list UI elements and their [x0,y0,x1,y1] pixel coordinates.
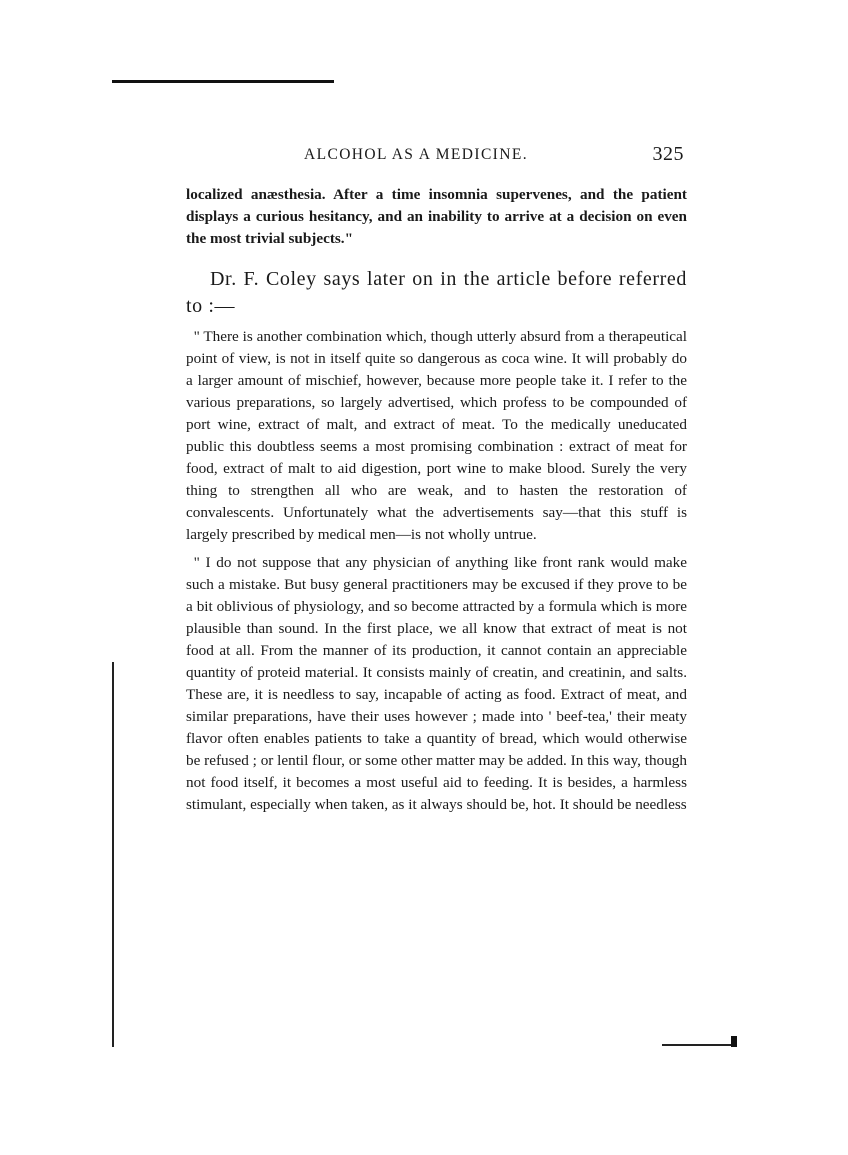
left-margin-rule [112,662,114,1047]
quote-paragraph-2: " I do not suppose that any physician of anything like front rank would make such a mistake. But busy general practitioners may be excused if they prove to be a bit oblivious of physiology, and so become attracted by a formula which is more plausible than sound. In the first place, we all know that extract of meat is not food at all. From the manner of its production, it cannot contain an appreciable quantity of proteid material. It consists mainly of creatin, and creatinin, and salts. These are, it is needless to say, incapable of acting as food. Extract of meat, and similar preparations, have their uses however ; made into ' beef-tea,' their meaty flavor often enables patients to take a quantity of bread, which would otherwise be refused ; or lentil flour, or some other matter may be added. In this way, though not food itself, it becomes a most useful aid to feeding. It is besides, a harmless stimulant, especially when taken, as it always should be, hot. It should be needless [186,554,687,813]
bottom-mark [662,1044,734,1046]
running-head [186,143,686,170]
bottom-mark-end [731,1036,737,1047]
page-body [186,184,687,816]
page-number: 325 [652,143,684,165]
running-title: ALCOHOL AS A MEDICINE. [304,146,528,163]
continuation-paragraph: localized anæsthesia. After a time insomnia supervenes, and the patient displays a curious hesitancy, and an inability to arrive at a decision on even the most trivial subjects." [186,186,687,247]
quote-paragraph-1: " There is another combination which, though utterly absurd from a therapeutical point of view, is not in itself quite so dangerous as coca wine. It will probably do a larger amount of mischief, however, because more people take it. I refer to the various preparations, so largely advertised, which profess to be compounded of port wine, extract of malt, and extract of meat. To the medically uneducated public this doubtless seems a most promising combination : extract of meat for food, extract of malt to aid digestion, port wine to make blood. Surely the very thing to strengthen all who are weak, and to hasten the restoration of convalescents. Unfortunately what the advertisements say—that this stuff is largely prescribed by medical men—is not wholly untrue. [186,328,687,543]
top-rule [112,80,334,83]
intro-paragraph: Dr. F. Coley says later on in the article before referred to :— [186,268,687,317]
